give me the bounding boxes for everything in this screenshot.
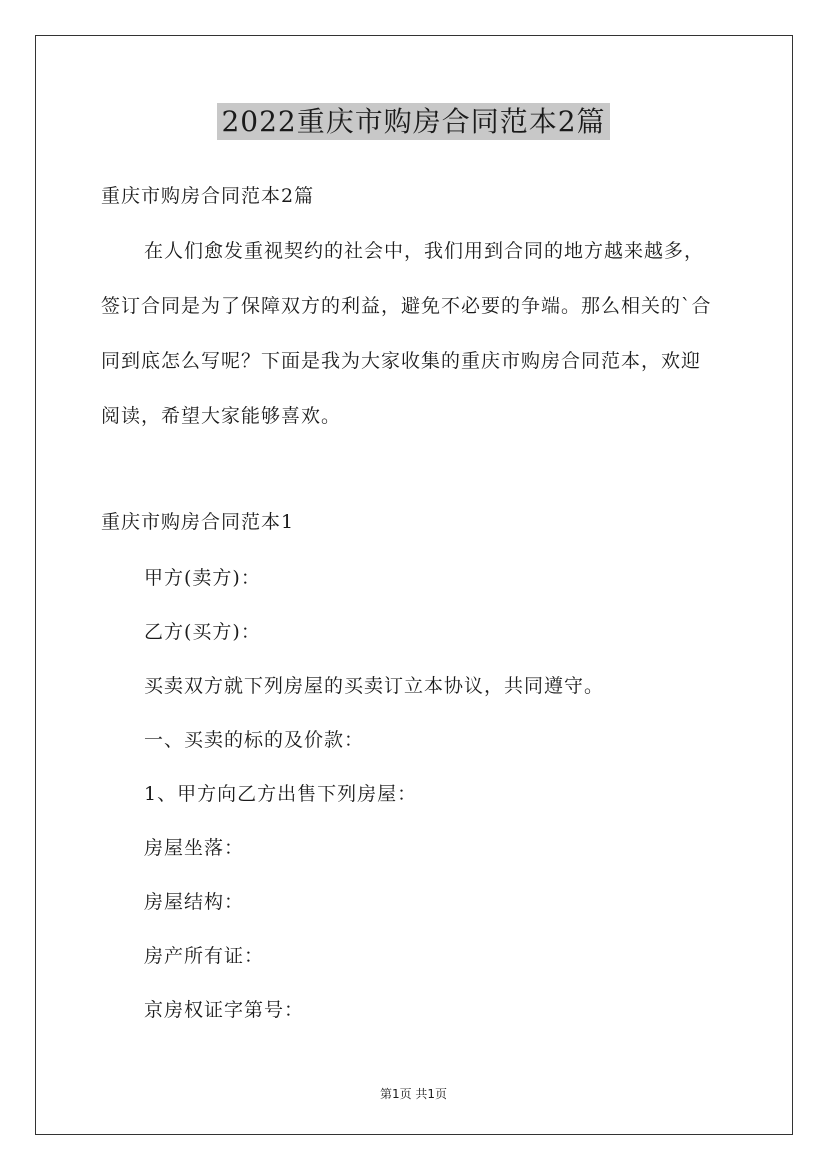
property-certificate-field: 房产所有证： [144, 945, 265, 967]
intro-line-1: 在人们愈发重视契约的社会中，我们用到合同的地方越来越多， [144, 240, 705, 262]
intro-line-3: 同到底怎么写呢？下面是我为大家收集的重庆市购房合同范本，欢迎 [101, 350, 702, 372]
page-footer: 第1页 共1页 [379, 1087, 448, 1101]
seller-field: 甲方(卖方)： [144, 567, 261, 589]
buyer-field: 乙方(买方)： [144, 621, 261, 643]
agreement-line: 买卖双方就下列房屋的买卖订立本协议，共同遵守。 [144, 675, 605, 697]
intro-line-4: 阅读，希望大家能够喜欢。 [101, 405, 342, 427]
document-title-wrap [0, 100, 827, 140]
certificate-number-field: 京房权证字第号： [144, 999, 305, 1021]
intro-line-2: 签订合同是为了保障双方的利益，避免不必要的争端。那么相关的`合 [101, 295, 712, 317]
clause-heading: 一、买卖的标的及价款： [144, 729, 365, 751]
clause-item: 1、甲方向乙方出售下列房屋： [144, 783, 418, 805]
house-structure-field: 房屋结构： [144, 891, 245, 913]
section-heading: 重庆市购房合同范本1 [101, 511, 295, 533]
house-location-field: 房屋坐落： [144, 837, 245, 859]
subtitle: 重庆市购房合同范本2篇 [101, 185, 315, 207]
document-title: 2022重庆市购房合同范本2篇 [217, 103, 609, 140]
